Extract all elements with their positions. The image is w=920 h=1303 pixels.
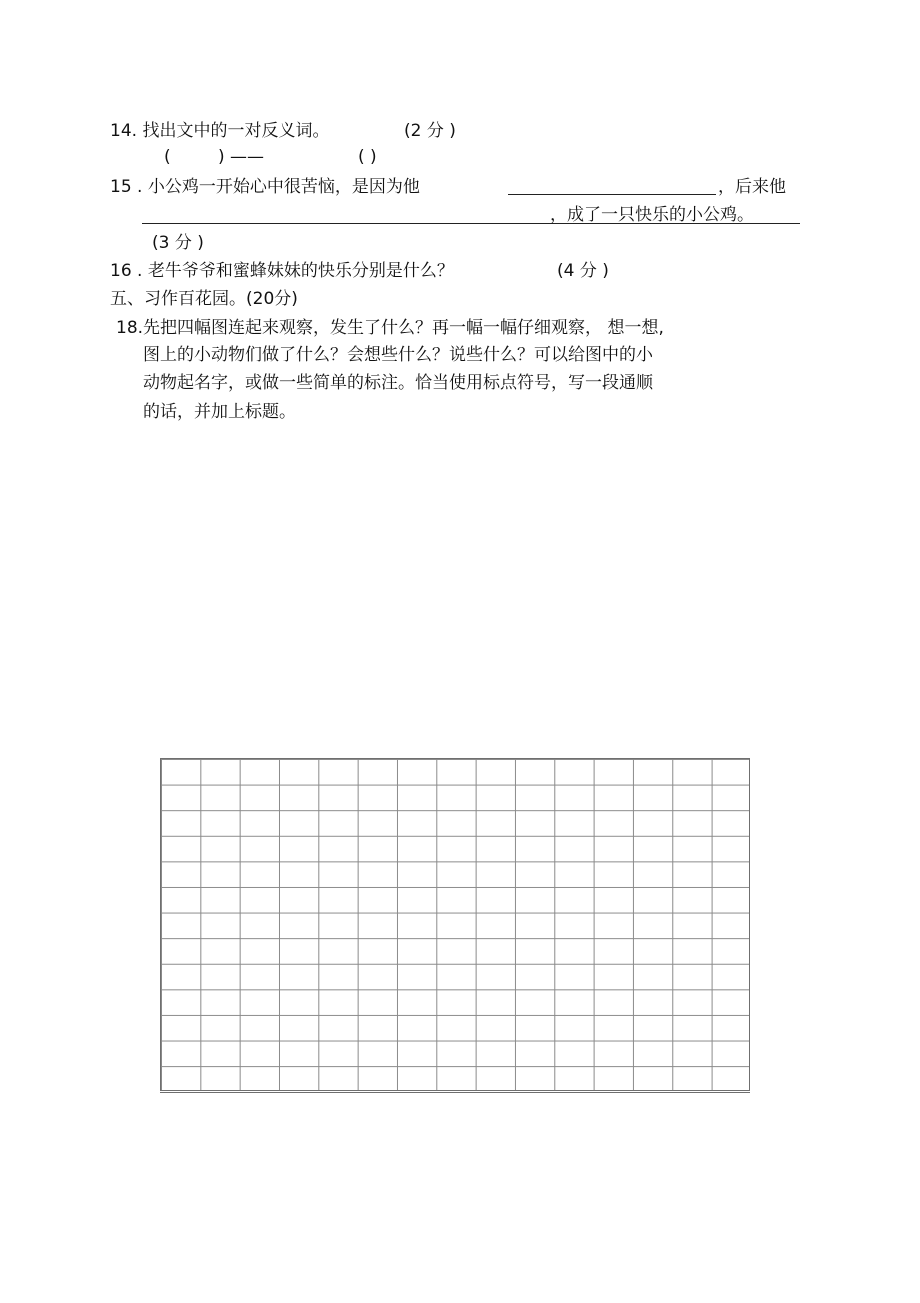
q14-pair-right: ) ——	[218, 147, 265, 167]
q18-line-4: 的话，并加上标题。	[143, 402, 296, 422]
q15-text: 15 . 小公鸡一开始心中很苦恼，是因为他	[110, 177, 420, 197]
q15-score: (3 分 )	[152, 233, 204, 253]
writing-grid[interactable]	[160, 758, 750, 1091]
q15-end-text: ，成了一只快乐的小公鸡。	[550, 205, 754, 225]
q14-pair-paren: ( )	[358, 147, 377, 167]
q18-line-2: 图上的小动物们做了什么？会想些什么？说些什么？可以给图中的小	[143, 345, 653, 365]
q16-text: 16 . 老牛爷爷和蜜蜂妹妹的快乐分别是什么？	[110, 261, 454, 281]
q14-pair-left: (	[164, 147, 171, 167]
q14-text: 14. 找出文中的一对反义词。	[110, 121, 330, 141]
q15-answer-blank-1[interactable]	[508, 194, 716, 195]
q18-line-1: 18.先把四幅图连起来观察，发生了什么？再一幅一幅仔细观察， 想一想,	[116, 318, 664, 338]
q15-mid-text: ，后来他	[718, 177, 786, 197]
q16-score: (4 分 )	[557, 261, 609, 281]
writing-grid-bottom-rule	[160, 1092, 750, 1093]
section-5-title: 五、习作百花园。(20分)	[110, 289, 298, 309]
q18-line-3: 动物起名字，或做一些简单的标注。恰当使用标点符号，写一段通顺	[143, 373, 653, 393]
q14-score: (2 分 )	[404, 121, 456, 141]
